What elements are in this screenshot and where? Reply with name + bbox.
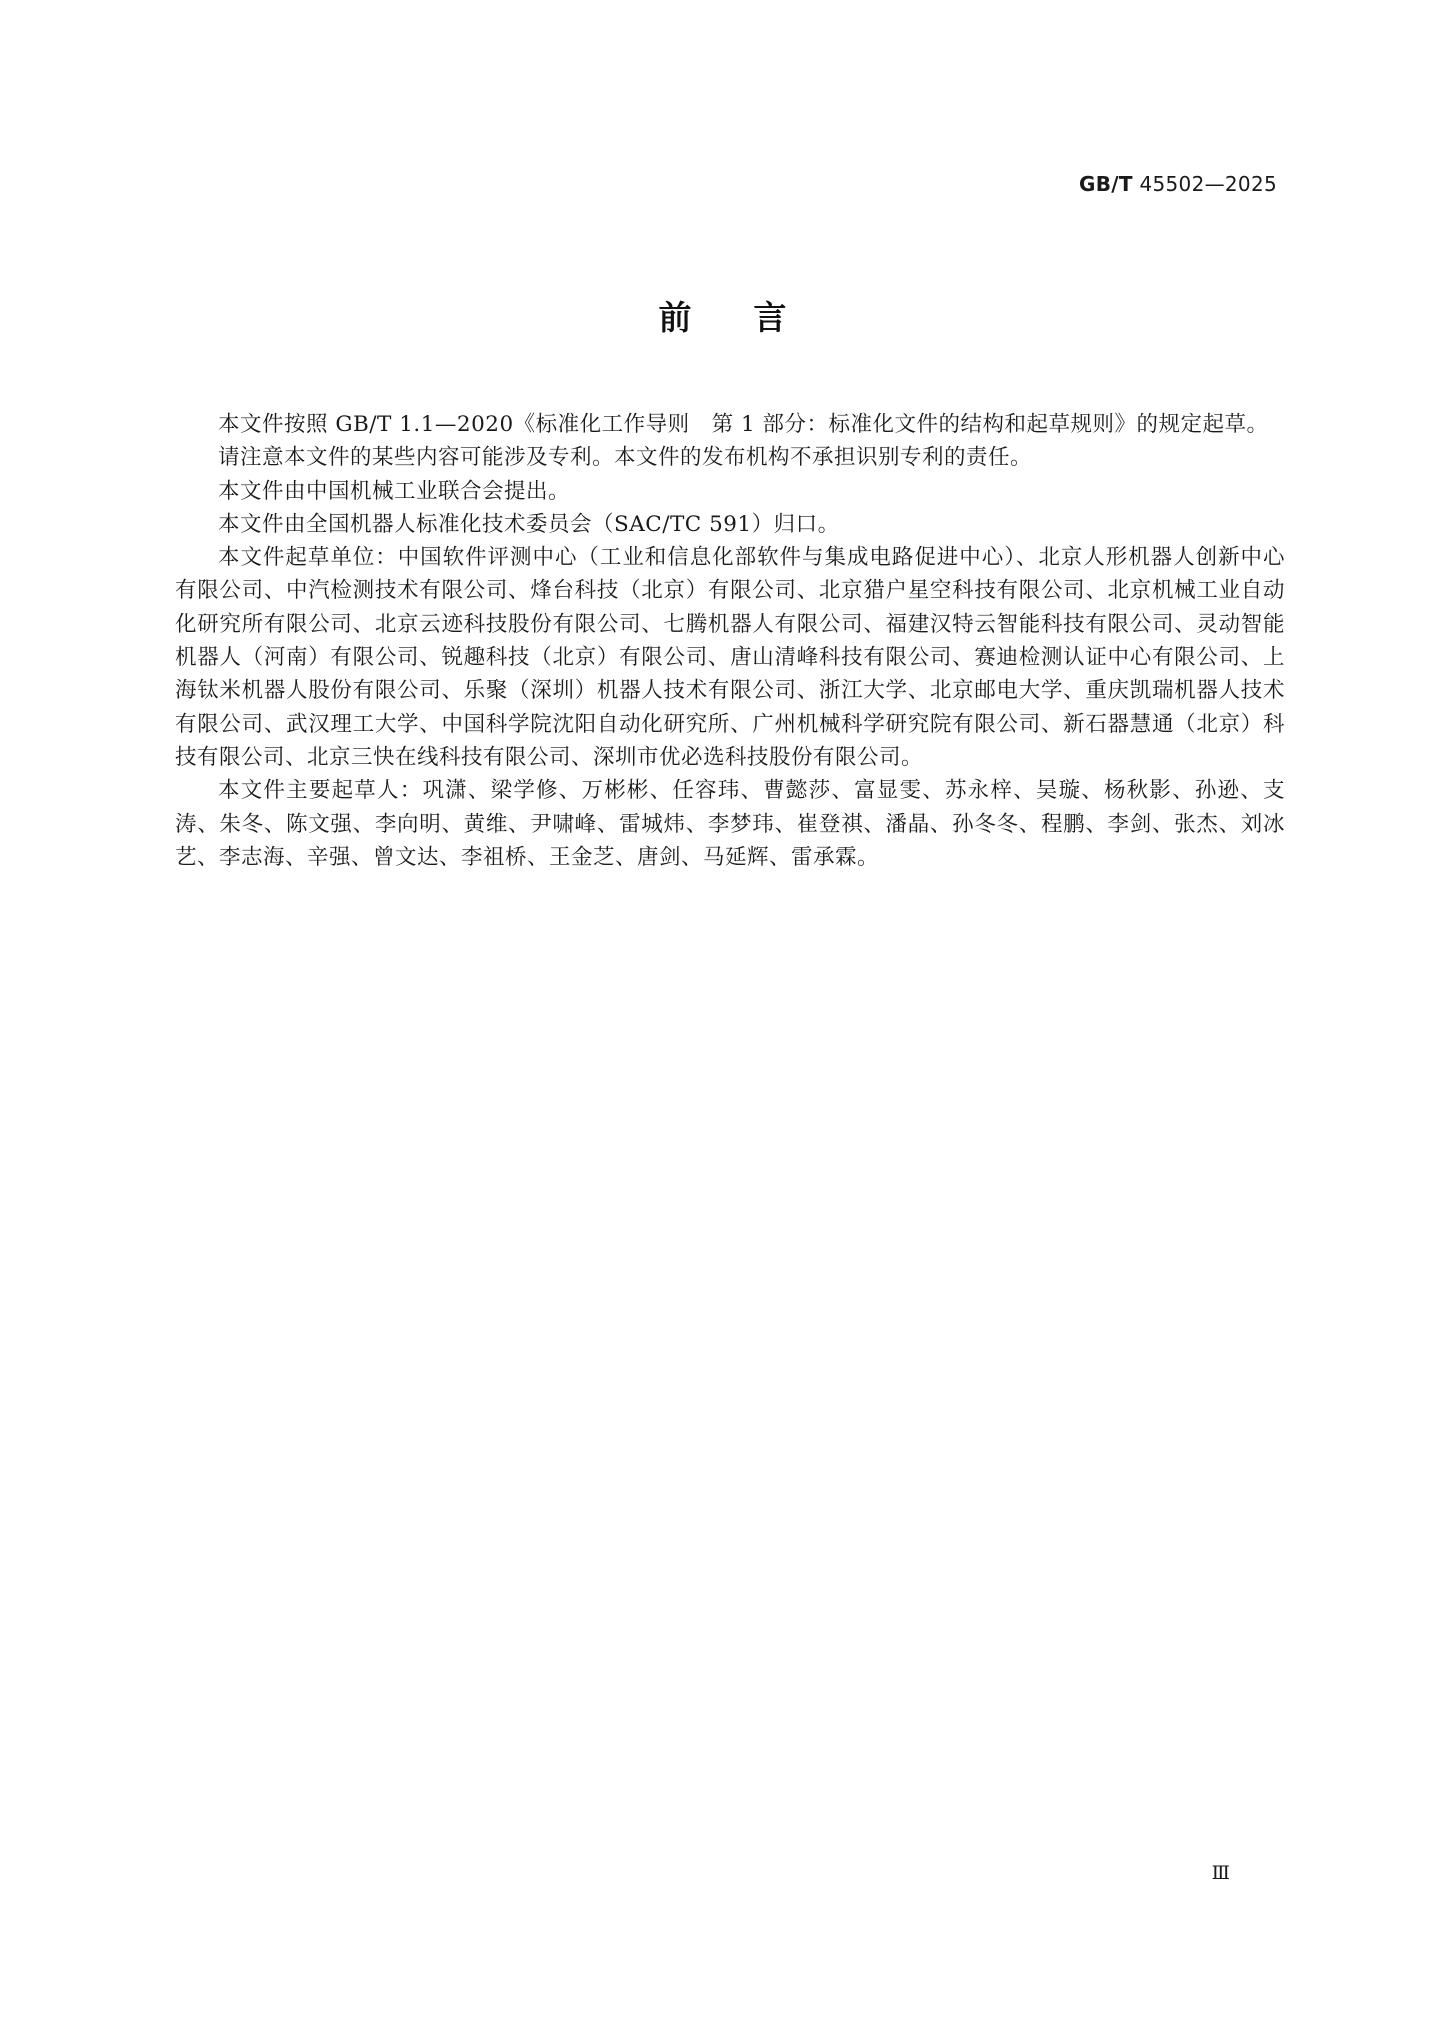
paragraph-patent-notice: 请注意本文件的某些内容可能涉及专利。本文件的发布机构不承担识别专利的责任。: [218, 445, 1033, 471]
paragraph-committee: 本文件由全国机器人标准化技术委员会（SAC/TC 591）归口。: [218, 511, 840, 537]
paragraph-drafting-rules: 本文件按照 GB/T 1.1—2020《标准化工作导则 第 1 部分：标准化文件的结构和起草规则》的规定起草。: [218, 412, 1269, 437]
standard-prefix: GB/T: [1079, 172, 1133, 196]
page-title: 前言: [658, 298, 849, 337]
paragraph-proposer: 本文件由中国机械工业联合会提出。: [218, 478, 571, 504]
standard-code: [1079, 172, 1277, 196]
document-body: [175, 408, 1285, 874]
standard-number: 45502—2025: [1132, 172, 1277, 196]
paragraph-drafting-units: 本文件起草单位：中国软件评测中心（工业和信息化部软件与集成电路促进中心）、北京人形机器人创新中心有限公司、中汽检测技术有限公司、烽台科技（北京）有限公司、北京猎户星空科技有限公司、北京机械工业自动化研究所有限公司、北京云迹科技股份有限公司、七腾机器人有限公司、福建汉特云智能科技有限公司、灵动智能机器人（河南）有限公司、锐趣科技（北京）有限公司、唐山清峰科技有限公司、赛迪检测认证中心有限公司、上海钛米机器人股份有限公司、乐聚（深圳）机器人技术有限公司、浙江大学、北京邮电大学、重庆凯瑞机器人技术有限公司、武汉理工大学、中国科学院沈阳自动化研究所、广州机械科学研究院有限公司、新石器慧通（北京）科技有限公司、北京三快在线科技有限公司、深圳市优必选科技股份有限公司。: [175, 545, 1285, 770]
paragraph-drafters: 本文件主要起草人：巩潇、梁学修、万彬彬、任容玮、曹懿莎、富显雯、苏永梓、吴璇、杨秋影、孙逊、支涛、朱冬、陈文强、李向明、黄维、尹啸峰、雷城炜、李梦玮、崔登祺、潘晶、孙冬冬、程鹏、李剑、张杰、刘冰艺、李志海、辛强、曾文达、李祖桥、王金芝、唐剑、马延辉、雷承霖。: [175, 778, 1285, 870]
page-number: Ⅲ: [1211, 1862, 1230, 1884]
